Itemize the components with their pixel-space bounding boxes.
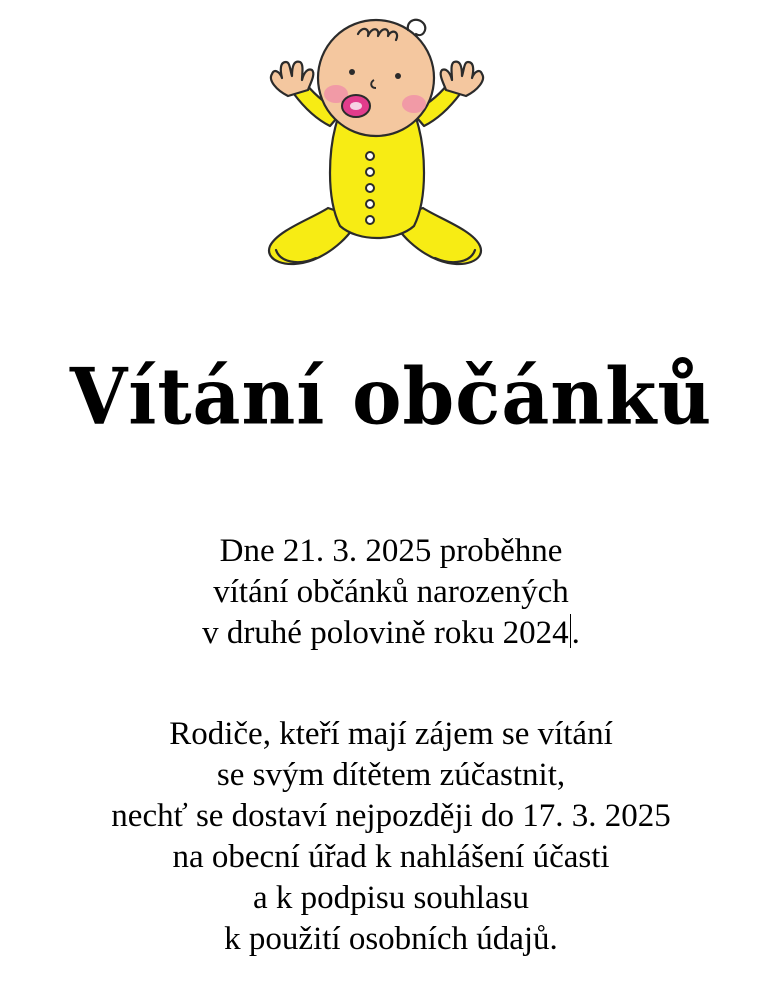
instructions-line: Rodiče, kteří mají zájem se vítání: [169, 716, 613, 752]
instructions-text: [0, 714, 782, 960]
announcement-line-end: .: [571, 615, 580, 651]
announcement-line: [0, 613, 782, 654]
announcement-line-text: v druhé polovině roku 2024: [202, 615, 569, 651]
instructions-line: nechť se dostaví nejpozději do 17. 3. 2025: [111, 798, 671, 834]
instructions-line: a k podpisu souhlasu: [253, 880, 529, 916]
instructions-line: se svým dítětem zúčastnit,: [216, 757, 566, 793]
instructions-line: na obecní úřad k nahlášení účasti: [172, 839, 610, 875]
announcement-line: Dne 21. 3. 2025 proběhne: [219, 533, 563, 569]
announcement-line: vítání občánků narozených: [213, 574, 569, 610]
page-title: Vítání občánků: [69, 351, 713, 443]
baby-illustration-icon: [258, 8, 498, 280]
announcement-text: [0, 531, 782, 654]
text-cursor: [570, 614, 571, 648]
instructions-line: k použití osobních údajů.: [224, 921, 558, 957]
